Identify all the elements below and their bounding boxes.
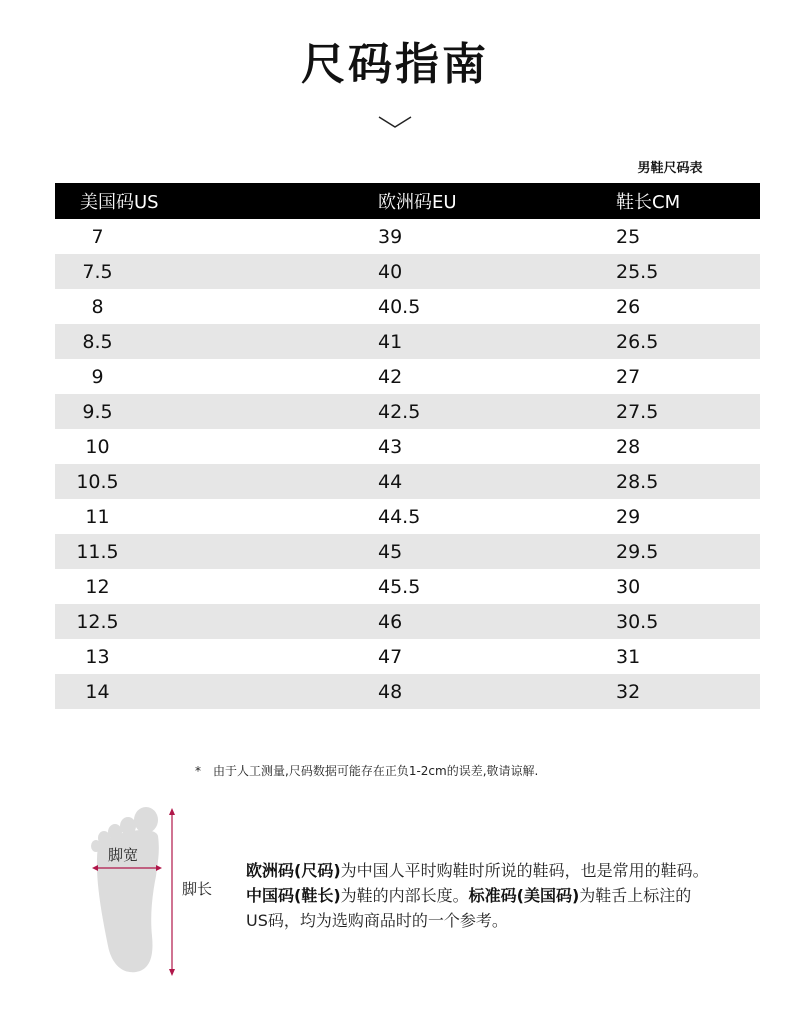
description-line-2 <box>246 883 776 908</box>
cell-us: 12 <box>85 575 110 598</box>
table-row <box>55 394 760 429</box>
cell-us: 8.5 <box>55 324 378 359</box>
cell-eu: 44 <box>378 464 616 499</box>
cell-us: 11.5 <box>55 534 378 569</box>
cell-cm: 32 <box>616 674 760 709</box>
table-row <box>55 569 760 604</box>
cell-us: 9.5 <box>55 394 378 429</box>
us-size-text: 为鞋舌上标注的 <box>579 886 692 905</box>
note-asterisk: * <box>195 764 201 778</box>
table-row <box>55 534 760 569</box>
cell-eu: 44.5 <box>378 505 421 528</box>
eu-size-term: 欧洲码(尺码) <box>246 861 341 880</box>
cell-us: 12.5 <box>55 604 378 639</box>
cell-cm: 31 <box>616 645 641 668</box>
table-row <box>55 289 760 324</box>
foot-length-label: 脚长 <box>182 880 213 898</box>
cn-size-term: 中国码(鞋长) <box>246 886 341 905</box>
cell-us: 9 <box>91 365 104 388</box>
description-line-1 <box>246 858 776 883</box>
table-row <box>55 254 760 289</box>
page-title: 尺码指南 <box>301 39 489 90</box>
cell-eu: 39 <box>378 225 403 248</box>
cell-cm: 30 <box>616 575 641 598</box>
cell-us: 11 <box>85 505 110 528</box>
cell-cm: 25 <box>616 225 641 248</box>
cell-us: 10 <box>85 435 110 458</box>
cell-cm: 29.5 <box>616 534 760 569</box>
cell-eu: 41 <box>378 324 616 359</box>
cell-cm: 29 <box>616 505 641 528</box>
table-row <box>55 429 760 464</box>
cn-size-text: 为鞋的内部长度。 <box>340 886 469 905</box>
cell-cm: 25.5 <box>616 254 760 289</box>
table-row <box>55 219 760 254</box>
eu-size-text: 为中国人平时购鞋时所说的鞋码，也是常用的鞋码。 <box>340 861 709 880</box>
note-text: 由于人工测量,尺码数据可能存在正负1-2cm的误差,敬请谅解. <box>213 764 539 778</box>
chevron-down-icon <box>377 114 413 130</box>
cell-us: 7.5 <box>55 254 378 289</box>
column-header-cm: 鞋长CM <box>616 183 760 219</box>
table-header-row <box>55 183 760 219</box>
cell-eu: 40 <box>378 254 616 289</box>
cell-cm: 27.5 <box>616 394 760 429</box>
cell-eu: 46 <box>378 604 616 639</box>
cell-cm: 26 <box>616 295 641 318</box>
cell-eu: 45 <box>378 534 616 569</box>
table-caption: 男鞋尺码表 <box>637 161 703 176</box>
cell-cm: 26.5 <box>616 324 760 359</box>
size-table <box>55 183 760 709</box>
cell-eu: 47 <box>378 645 403 668</box>
cell-cm: 27 <box>616 365 641 388</box>
table-row <box>55 604 760 639</box>
us-size-term: 标准码(美国码) <box>468 886 580 905</box>
table-row <box>55 674 760 709</box>
cell-us: 13 <box>85 645 110 668</box>
cell-cm: 30.5 <box>616 604 760 639</box>
column-header-us: 美国码US <box>55 183 378 219</box>
cell-eu: 42.5 <box>378 394 616 429</box>
cell-eu: 42 <box>378 365 403 388</box>
cell-eu: 45.5 <box>378 575 421 598</box>
table-row <box>55 359 760 394</box>
cell-cm: 28.5 <box>616 464 760 499</box>
cell-us: 14 <box>55 674 378 709</box>
measurement-note <box>195 762 538 779</box>
table-row <box>55 324 760 359</box>
column-header-eu: 欧洲码EU <box>378 183 616 219</box>
table-row <box>55 639 760 674</box>
description-line-3: US码，均为选购商品时的一个参考。 <box>246 911 508 930</box>
cell-eu: 48 <box>378 674 616 709</box>
foot-width-label: 脚宽 <box>108 846 139 864</box>
table-row <box>55 464 760 499</box>
cell-us: 8 <box>91 295 104 318</box>
cell-eu: 40.5 <box>378 295 421 318</box>
cell-us: 10.5 <box>55 464 378 499</box>
size-description <box>246 858 776 933</box>
cell-eu: 43 <box>378 435 403 458</box>
cell-cm: 28 <box>616 435 641 458</box>
cell-us: 7 <box>91 225 104 248</box>
table-row <box>55 499 760 534</box>
